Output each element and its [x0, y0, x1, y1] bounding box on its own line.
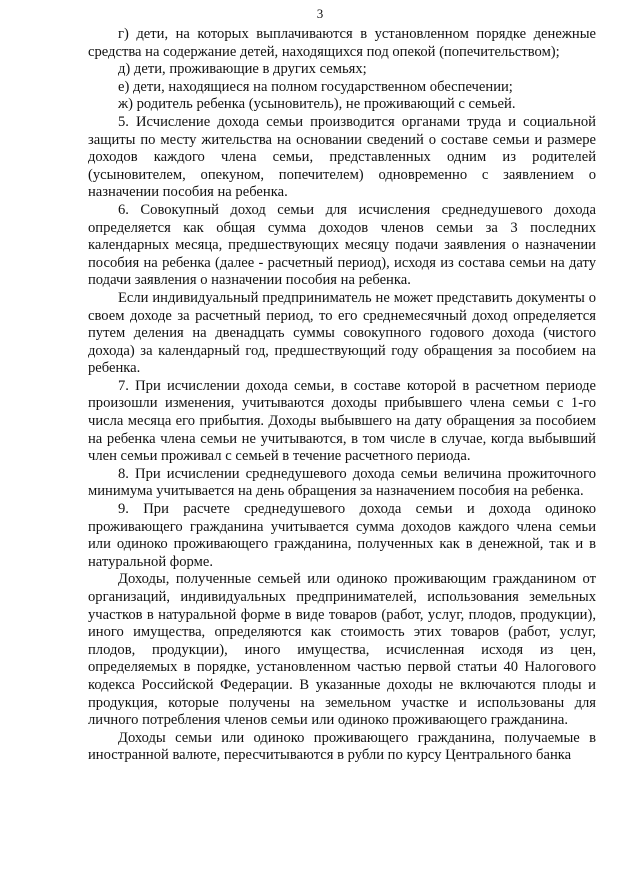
paragraph-5: 5. Исчисление дохода семьи производится органами труда и социальной защиты по месту жительства на основании сведений о составе семьи и размере доходов каждого члена семьи, представленных одним из родителей (усыновителем, опекуном, попечителем) одновременно с заявлением о назначении пособия на ребенка.: [88, 113, 596, 201]
paragraph-6-entrepreneur: Если индивидуальный предприниматель не может представить документы о своем доходе за расчетный период, то его среднемесячный доход определяется путем деления на двенадцать суммы совокупного годового дохода (чистого дохода) за календарный год, предшествующий году обращения за пособием на ребенка.: [88, 289, 596, 377]
paragraph-8: 8. При исчислении среднедушевого дохода семьи величина прожиточного минимума учитывается на день обращения за назначением пособия на ребенка.: [88, 465, 596, 500]
paragraph-9: 9. При расчете среднедушевого дохода семьи и дохода одиноко проживающего гражданина учитывается сумма доходов каждого члена семьи или одиноко проживающего гражданина, полученных как в денежной, так и в натуральной форме.: [88, 501, 596, 570]
paragraph-7: 7. При исчислении дохода семьи, в составе которой в расчетном периоде произошли изменения, учитываются доходы прибывшего члена семьи с 1-го числа месяца его прибытия. Доходы выбывшего на дату обращения за пособием на ребенка члена семьи не учитываются, в том числе в случае, когда выбывший член семьи проживал с семьей в течение расчетного периода.: [88, 377, 596, 465]
page-number: 3: [316, 6, 324, 21]
paragraph-item-e: е) дети, находящиеся на полном государственном обеспечении;: [118, 78, 513, 95]
paragraph-9-natural-income: Доходы, полученные семьей или одиноко проживающим гражданином от организаций, индивидуальных предпринимателей, использования земельных участков в натуральной форме в виде товаров (работ, услуг, плодов, продукции), иного имущества, определяются как стоимость этих товаров (работ, услуг, плодов, продукции), иного имущества, исчисленная исходя из цен, определяемых в порядке, установленном частью первой статьи 40 Налогового кодекса Российской Федерации. В указанные доходы не включаются плоды и продукция, которые получены на земельном участке и использованы для личного потребления членов семьи или одиноко проживающего гражданина.: [88, 571, 596, 729]
document-body: [88, 26, 596, 765]
paragraph-item-d: д) дети, проживающие в других семьях;: [118, 61, 367, 78]
paragraph-item-zh: ж) родитель ребенка (усыновитель), не проживающий с семьей.: [118, 96, 516, 113]
paragraph-item-g: г) дети, на которых выплачиваются в установленном порядке денежные средства на содержание детей, находящихся под опекой (попечительством);: [88, 26, 596, 60]
paragraph-6: 6. Совокупный доход семьи для исчисления среднедушевого дохода определяется как общая сумма доходов членов семьи за 3 последних календарных месяца, предшествующих месяцу подачи заявления о назначении пособия на ребенка (далее - расчетный период), исходя из состава семьи на дату подачи заявления о назначении пособия на ребенка.: [88, 201, 596, 289]
paragraph-9-foreign-currency: Доходы семьи или одиноко проживающего гражданина, получаемые в иностранной валюте, пересчитываются в рубли по курсу Центрального банка: [88, 729, 596, 764]
